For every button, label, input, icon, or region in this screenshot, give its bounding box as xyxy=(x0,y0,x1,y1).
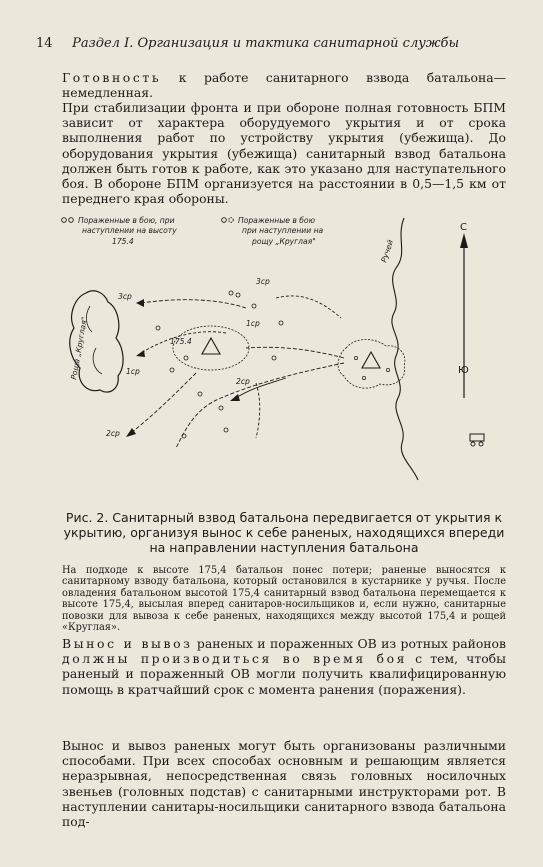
paragraph-methods: Вынос и вывоз раненых могут быть организованы различными способами. При всех способах основным и решающим является неразрывная, непосредственная связь головных носилочных звеньев (головных подстав) с санитарными инструкторами рот. В наступлении санитары-носильщики санитарного взвода батальона под- xyxy=(62,738,506,830)
section-title: Раздел I. Организация и тактика санитарной службы xyxy=(72,36,460,51)
grove-label: Роща „Круглая" xyxy=(69,316,90,381)
spaced-term-during-battle: должны производиться во время боя xyxy=(62,651,408,667)
compass-arrow xyxy=(458,222,469,398)
legend-left-line2: наступлении на высоту xyxy=(82,226,177,235)
height-triangle-icon xyxy=(202,338,220,354)
legend-left-line3: 175.4 xyxy=(112,237,134,246)
spaced-term-evacuation: Вынос и вывоз xyxy=(62,636,193,651)
label-2sr-left: 2ср xyxy=(106,429,120,438)
stream-line xyxy=(392,218,418,480)
cart-icon xyxy=(470,434,484,446)
label-1sr-right: 1ср xyxy=(246,319,260,328)
legend-left-line1: Пораженные в бою, при xyxy=(78,216,175,225)
label-3sr-left: 3ср xyxy=(118,292,132,301)
figure-caption: Рис. 2. Санитарный взвод батальона передвигается от укрытия к укрытию, организуя вынос к себе раненых, находящихся впереди на направлении наступления батальона xyxy=(63,510,505,555)
label-3sr-top: 3ср xyxy=(256,277,270,286)
wounded-markers xyxy=(156,291,283,438)
height-175-4 xyxy=(170,326,249,370)
paragraph-readiness: Готовность к работе санитарного взвода батальона—немедленная. xyxy=(62,70,506,101)
paragraph-evacuation: Вынос и вывоз раненых и пораженных ОВ из ротных районов должны производиться во время боя с тем, чтобы раненый и пораженный ОВ могли получить квалифицированную помощь в кратчайший срок с момента ранения (поражения). xyxy=(62,636,506,697)
height-label: 175.4 xyxy=(170,337,192,346)
legend-right-line1: Пораженные в бою xyxy=(238,216,315,225)
page-number: 14 xyxy=(36,36,53,51)
legend-left xyxy=(62,216,177,246)
stream-label: Ручей xyxy=(379,238,396,264)
legend-right-line3: рощу „Круглая" xyxy=(252,237,316,246)
label-2sr-right: 2ср xyxy=(236,377,250,386)
figure-note: На подходе к высоте 175,4 батальон понес потери; раненые выносятся к санитарному взводу батальона, который остановился в кустарнике у ручья. После овладения батальоном высотой 175,4 санитарный взвод батальона перемещается к высоте 175,4, высылая вперед санитаров-носильщиков и, если нужно, санитарные повозки для вывоза к себе раненых, находящихся между высотой 175,4 и рощей «Круглая». xyxy=(62,565,506,634)
paragraph-stabilization: При стабилизации фронта и при обороне полная готовность БПМ зависит от характера оборудуемого укрытия и от срока выполнения работ по устройству укрытия (убежища). До оборудования укрытия (убежища) санитарный взвод батальона должен быть готов к работе, как это указано для наступательного боя. В обороне БПМ организуется на расстоянии в 0,5—1,5 км от переднего края обороны. xyxy=(62,100,506,207)
medical-post-icon xyxy=(362,352,380,368)
spaced-term-readiness: Готовность xyxy=(62,70,162,85)
grove-kruglaya xyxy=(69,291,123,392)
legend-right xyxy=(222,216,324,246)
label-1sr-left: 1ср xyxy=(126,367,140,376)
south-label: Ю xyxy=(458,365,469,376)
north-label: С xyxy=(460,222,467,233)
tactical-map-svg xyxy=(46,198,516,498)
running-header xyxy=(36,36,506,51)
legend-right-line2: при наступлении на xyxy=(242,226,324,235)
figure-map xyxy=(46,198,516,498)
